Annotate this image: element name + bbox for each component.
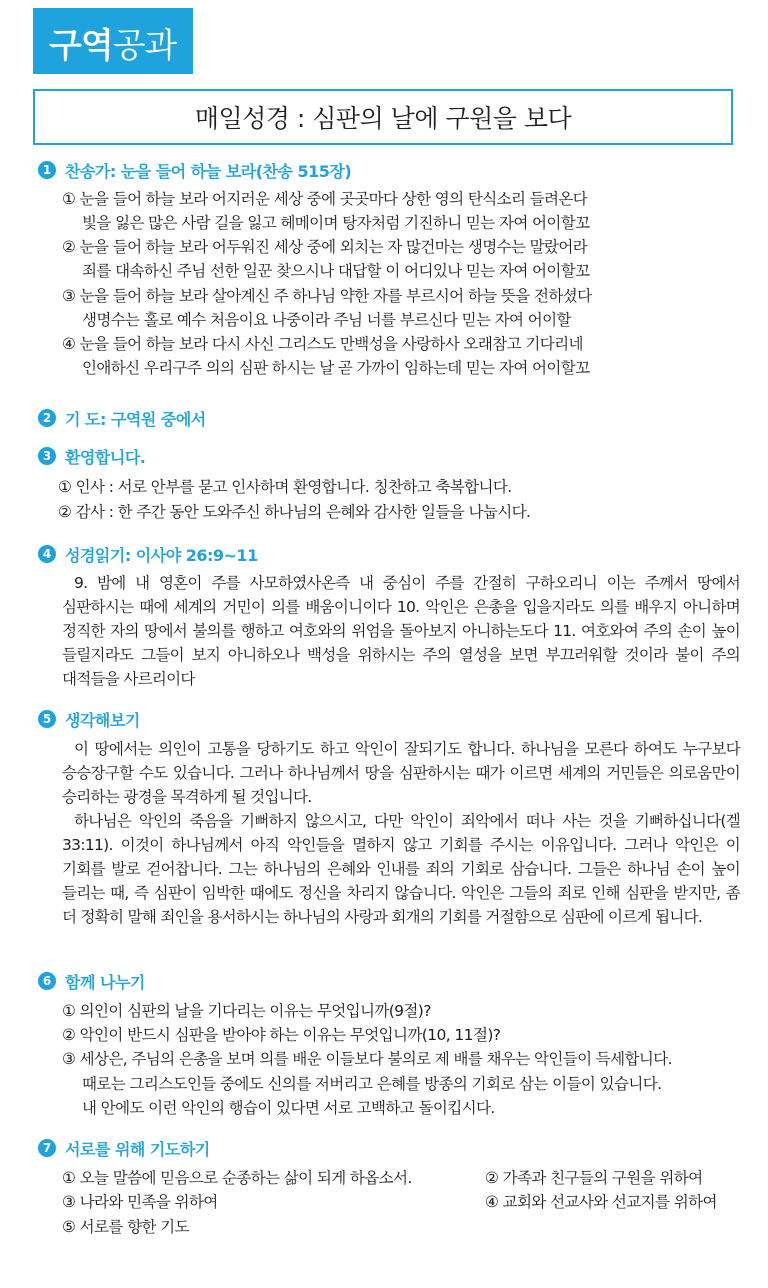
section-heading-text: 찬송가: 눈을 들어 하늘 보라(찬송 515장) bbox=[65, 161, 352, 181]
hymn-line: 인애하신 우리구주 의의 심판 하시는 날 곧 가까이 임하는데 믿는 자여 어이할꼬 bbox=[82, 359, 590, 377]
share-question: 때로는 그리스도인들 중에도 신의를 저버리고 은혜를 방종의 기회로 삼는 이들이 있습니다. bbox=[82, 1075, 662, 1093]
section-number-icon: 4 bbox=[38, 545, 56, 563]
prayer-item: ④ 교회와 선교사와 선교지를 위하여 bbox=[485, 1193, 717, 1211]
share-question: 내 안에도 이런 악인의 행습이 있다면 서로 고백하고 돌이킵시다. bbox=[82, 1099, 495, 1117]
section-heading-text: 환영합니다. bbox=[65, 447, 146, 467]
section-heading-reflection bbox=[38, 707, 140, 731]
hymn-line: 생명수는 홀로 예수 처음이요 나중이라 주님 너를 부르신다 믿는 자여 어이할 bbox=[82, 311, 571, 329]
page-title: 매일성경 : 심판의 날에 구원을 보다 bbox=[194, 104, 572, 133]
hymn-line: ③ 눈을 들어 하늘 보라 살아계신 주 하나님 약한 자를 부르시어 하늘 뜻을 전하셨다 bbox=[62, 287, 592, 305]
section-number-icon: 6 bbox=[38, 972, 56, 990]
hymn-line: ② 눈을 들어 하늘 보라 어두워진 세상 중에 외치는 자 많건마는 생명수는 말랐어라 bbox=[62, 238, 588, 256]
reflection-paragraph: 하나님은 악인의 죽음을 기뻐하지 않으시고, 다만 악인이 죄악에서 떠나 사는 것을 기뻐하십니다(겔 33:11). 이것이 하나님께서 아직 악인들을 멸하지 않고 기회를 주시는 이유입니다. 그러나 악인은 이 기회를 발로 걷어찹니다. 그는 하나님의 은혜와 인내를 죄의 기회로 삼습니다. 그들은 하나님 손이 높이 들리는 때, 즉 심판이 임박한 때에도 정신을 차리지 않습니다. 악인은 그들의 죄로 인해 심판을 받지만, 좀 더 정확히 말해 죄인을 용서하시는 하나님의 사랑과 회개의 기회를 거절함으로 심판에 이르게 됩니다. bbox=[62, 812, 740, 926]
section-number-icon: 3 bbox=[38, 447, 56, 465]
section-heading-share bbox=[38, 969, 145, 993]
hymn-line: 죄를 대속하신 주님 선한 일꾼 찾으시나 대답할 이 어디있나 믿는 자여 어이할꼬 bbox=[82, 262, 590, 280]
section-heading-text: 성경읽기: 이사야 26:9~11 bbox=[65, 545, 258, 565]
badge-text bbox=[49, 26, 176, 66]
reflection-paragraph: 이 땅에서는 의인이 고통을 당하기도 하고 악인이 잘되기도 합니다. 하나님을 모른다 하여도 누구보다 승승장구할 수도 있습니다. 그러나 하나님께서 땅을 심판하시는 때가 이르면 세계의 거민들은 의로움만이 승리하는 광경을 목격하게 될 것입니다. bbox=[62, 740, 740, 806]
section-number-icon: 5 bbox=[38, 710, 56, 728]
share-question: ① 의인이 심판의 날을 기다리는 이유는 무엇입니까(9절)? bbox=[62, 1002, 431, 1020]
hymn-line: ④ 눈을 들어 하늘 보라 다시 사신 그리스도 만백성을 사랑하사 오래참고 기다리네 bbox=[62, 335, 583, 353]
section-badge bbox=[33, 8, 193, 74]
share-question: ③ 세상은, 주님의 은총을 보며 의를 배운 이들보다 불의로 제 배를 채우는 악인들이 득세합니다. bbox=[62, 1050, 673, 1068]
badge-light-text: 공과 bbox=[112, 26, 177, 66]
section-heading-hymn bbox=[38, 158, 351, 182]
prayer-item: ③ 나라와 민족을 위하여 bbox=[62, 1193, 218, 1211]
scripture-passage bbox=[62, 571, 740, 691]
section-heading-text: 생각해보기 bbox=[65, 710, 140, 730]
badge-bold-text: 구역 bbox=[49, 26, 113, 66]
welcome-line: ① 인사 : 서로 안부를 묻고 인사하며 환영합니다. 칭찬하고 축복합니다. bbox=[58, 478, 512, 496]
section-heading-text: 함께 나누기 bbox=[65, 972, 145, 992]
section-heading-intercession bbox=[38, 1136, 210, 1160]
section-heading-scripture bbox=[38, 542, 258, 566]
prayer-item: ② 가족과 친구들의 구원을 위하여 bbox=[485, 1169, 703, 1187]
welcome-line: ② 감사 : 한 주간 동안 도와주신 하나님의 은혜와 감사한 일들을 나눕시다. bbox=[58, 503, 531, 521]
prayer-item: ⑤ 서로를 향한 기도 bbox=[62, 1218, 189, 1236]
section-heading-welcome bbox=[38, 444, 145, 468]
section-number-icon: 1 bbox=[38, 161, 56, 179]
hymn-line: ① 눈을 들어 하늘 보라 어지러운 세상 중에 곳곳마다 상한 영의 탄식소리 들려온다 bbox=[62, 190, 588, 208]
section-number-icon: 2 bbox=[38, 409, 56, 427]
title-box bbox=[33, 89, 733, 145]
share-question: ② 악인이 반드시 심판을 받아야 하는 이유는 무엇입니까(10, 11절)? bbox=[62, 1026, 501, 1044]
section-heading-text: 기 도: 구역원 중에서 bbox=[65, 409, 206, 429]
section-number-icon: 7 bbox=[38, 1139, 56, 1157]
hymn-line: 빛을 잃은 많은 사람 길을 잃고 헤메이며 탕자처럼 기진하니 믿는 자여 어이할꼬 bbox=[82, 214, 590, 232]
section-heading-text: 서로를 위해 기도하기 bbox=[65, 1139, 210, 1159]
reflection-body bbox=[62, 737, 740, 929]
prayer-item: ① 오늘 말씀에 믿음으로 순종하는 삶이 되게 하옵소서. bbox=[62, 1169, 412, 1187]
scripture-text: 9. 밤에 내 영혼이 주를 사모하였사온즉 내 중심이 주를 간절히 구하오리니 이는 주께서 땅에서 심판하시는 때에 세계의 거민이 의를 배움이니이다 10. 악인은 은총을 입을지라도 의를 배우지 아니하며 정직한 자의 땅에서 불의를 행하고 여호와의 위엄을 돌아보지 아니하는도다 11. 여호와여 주의 손이 높이 들릴지라도 그들이 보지 아니하오나 백성을 위하시는 주의 열성을 보면 부끄러워할 것이라 불이 주의 대적들을 사르리이다 bbox=[62, 574, 740, 688]
section-heading-prayer bbox=[38, 406, 206, 430]
